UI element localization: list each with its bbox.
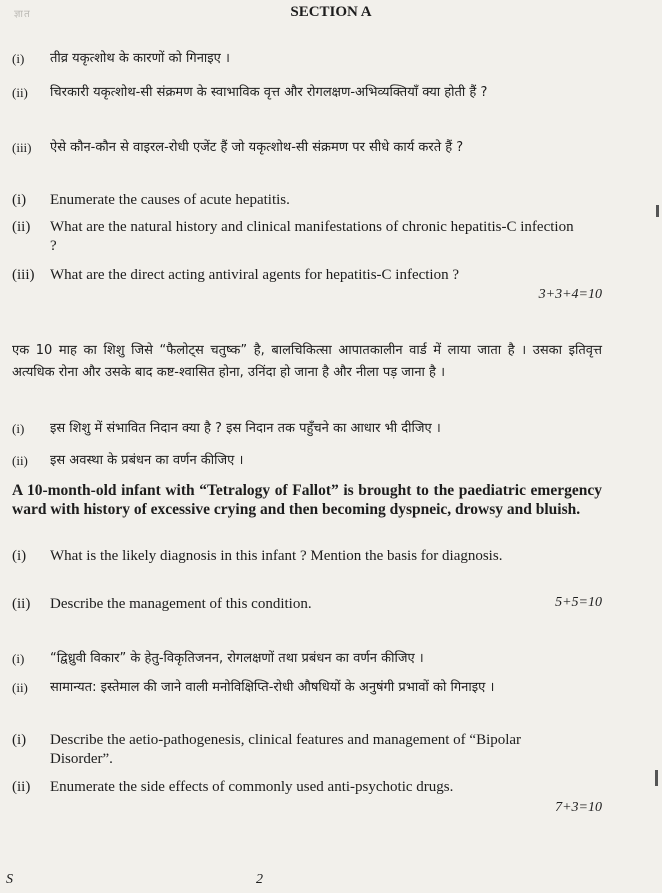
q2-hindi-i-text: इस शिशु में संभावित निदान क्या है ? इस निदान तक पहुँचने का आधार भी दीजिए । — [50, 421, 441, 436]
q2-english-i — [12, 547, 582, 566]
q2-english-intro: A 10-month-old infant with “Tetralogy of Fallot” is brought to the paediatric emergency ward with history of excessive crying and then becoming dyspneic, drowsy and bluish. — [12, 482, 602, 518]
q2-english-ii — [12, 595, 612, 614]
q2-hindi-intro: एक 10 माह का शिशु जिसे “फैलोट्स चतुष्क” है, बालचिकित्सा आपातकालीन वार्ड में लाया जाता है । उसका इतिवृत्त अत्यधिक रोना और उसके बाद कष्ट-श्वासित होना, उनिंदा हो जाना है और नीला पड़ जाना है । — [12, 343, 602, 380]
q2-hindi-i — [12, 418, 612, 440]
q2-english-ii-text: Describe the management of this condition. — [50, 596, 312, 612]
q2-hindi-ii-number: (ii) — [12, 453, 28, 468]
q1-hindi-ii-text: चिरकारी यकृत्शोथ-सी संक्रमण के स्वाभाविक वृत्त और रोगलक्षण-अभिव्यक्तियाँ क्या होती हैं ? — [50, 85, 488, 100]
q1-english-ii-text: What are the natural history and clinical manifestations of chronic hepatitis-C infection ? — [50, 219, 574, 254]
q3-english-ii-number: (ii) — [12, 779, 31, 795]
q1-english-iii-text: What are the direct acting antiviral agents for hepatitis-C infection ? — [50, 267, 459, 283]
q1-english-i-number: (i) — [12, 192, 27, 208]
q1-english-i-text: Enumerate the causes of acute hepatitis. — [50, 192, 290, 208]
q2-marks: 5+5=10 — [555, 595, 602, 610]
q3-hindi-i — [12, 648, 612, 670]
q1-hindi-i-number: (i) — [12, 51, 25, 66]
q1-english-ii-number: (ii) — [12, 219, 31, 235]
q3-hindi-i-number: (i) — [12, 651, 25, 666]
footer-left-mark: S — [6, 872, 13, 887]
q3-english-ii — [12, 778, 602, 797]
q1-english-iii-number: (iii) — [12, 267, 35, 283]
q2-english-i-text: What is the likely diagnosis in this infant ? Mention the basis for diagnosis. — [50, 548, 503, 564]
q3-hindi-i-text: “द्विध्रुवी विकार” के हेतु-विकृतिजनन, रोगलक्षणों तथा प्रबंधन का वर्णन कीजिए । — [50, 651, 424, 666]
q2-english-ii-number: (ii) — [12, 596, 31, 612]
page-number: 2 — [256, 872, 263, 887]
q1-english-iii — [12, 266, 582, 285]
faint-header-text: ज्ञात — [14, 9, 31, 20]
q2-hindi-i-number: (i) — [12, 421, 25, 436]
section-title: SECTION A — [290, 4, 372, 20]
q2-english-i-number: (i) — [12, 548, 27, 564]
scan-edge-mark — [656, 205, 659, 217]
q2-hindi-ii-text: इस अवस्था के प्रबंधन का वर्णन कीजिए । — [50, 453, 244, 468]
q3-marks: 7+3=10 — [555, 800, 602, 815]
q1-hindi-i-text: तीव्र यकृत्शोथ के कारणों को गिनाइए । — [50, 51, 230, 66]
q1-hindi-iii — [12, 137, 592, 159]
q1-hindi-ii — [12, 82, 592, 104]
q2-hindi-ii — [12, 450, 612, 472]
q1-hindi-ii-number: (ii) — [12, 85, 28, 100]
scan-edge-mark — [655, 770, 658, 786]
q1-marks: 3+3+4=10 — [538, 287, 602, 302]
q1-english-i — [12, 191, 612, 210]
q1-english-ii — [12, 218, 582, 256]
q1-hindi-iii-text: ऐसे कौन-कौन से वाइरल-रोधी एजेंट हैं जो यकृत्शोथ-सी संक्रमण पर सीधे कार्य करते हैं ? — [50, 140, 464, 155]
q3-english-i-text: Describe the aetio-pathogenesis, clinical features and management of “Bipolar Disorder”. — [50, 732, 522, 767]
q3-hindi-ii — [12, 677, 592, 699]
q3-hindi-ii-text: सामान्यत: इस्तेमाल की जाने वाली मनोविक्षिप्ति-रोधी औषधियों के अनुषंगी प्रभावों को गिनाइए । — [50, 680, 495, 695]
q1-hindi-iii-number: (iii) — [12, 140, 32, 155]
q3-english-i-number: (i) — [12, 732, 27, 748]
q1-hindi-i — [12, 48, 612, 70]
q3-english-i — [12, 731, 582, 769]
q3-hindi-ii-number: (ii) — [12, 680, 28, 695]
q3-english-ii-text: Enumerate the side effects of commonly used anti-psychotic drugs. — [50, 779, 454, 795]
